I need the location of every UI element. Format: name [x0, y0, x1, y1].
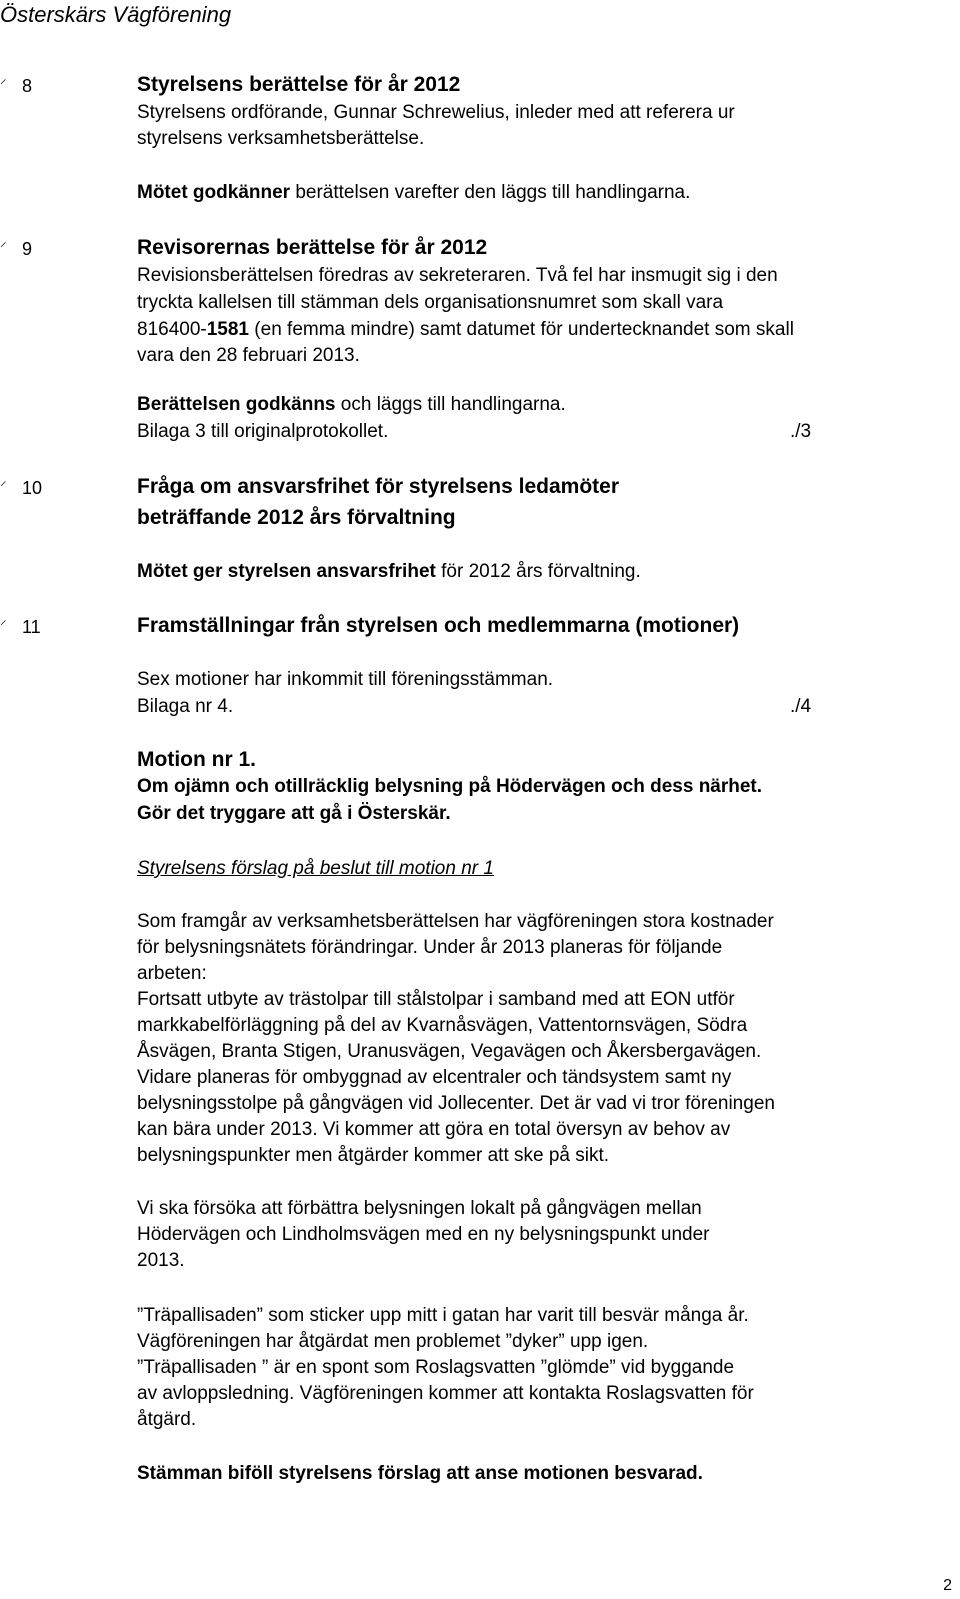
text-line: arbeten:	[137, 963, 207, 984]
decision-text: och läggs till handlingarna.	[335, 394, 566, 415]
text-line: tryckta kallelsen till stämman dels organisationsnumret som skall vara	[137, 292, 724, 313]
text-line: belysningspunkter men åtgärder kommer att ske på sikt.	[137, 1145, 610, 1166]
text-line: Vägföreningen har åtgärdat men problemet ”dyker” upp igen.	[137, 1331, 649, 1352]
attachment-line: Bilaga nr 4.	[137, 696, 234, 717]
text-line: ”Träpallisaden” som sticker upp mitt i gatan har varit till besvär många år.	[137, 1305, 749, 1326]
decision-line	[137, 559, 641, 585]
text-part: (en femma mindre) samt datumet för undertecknandet som skall	[249, 319, 794, 340]
section-number: 10	[22, 478, 43, 498]
text-line: 2013.	[137, 1250, 185, 1271]
text-line: kan bära under 2013. Vi kommer att göra en total översyn av behov av	[137, 1119, 731, 1140]
section-number: 9	[22, 239, 33, 259]
section-number-block	[0, 235, 130, 261]
section-title: Framställningar från styrelsen och medlemmarna (motioner)	[137, 614, 740, 637]
page-number: 2	[943, 1577, 952, 1594]
text-line: Som framgår av verksamhetsberättelsen har vägföreningen stora kostnader	[137, 911, 774, 932]
decision-bold: Berättelsen godkänns	[137, 394, 336, 415]
text-line: vara den 28 februari 2013.	[137, 345, 360, 366]
paragraph-mark-icon: ⸝	[0, 473, 7, 488]
text-line: ”Träpallisaden ” är en spont som Roslagsvatten ”glömde” vid byggande	[137, 1357, 735, 1378]
text-line: styrelsens verksamhetsberättelse.	[137, 128, 425, 149]
text-line: belysningsstolpe på gångvägen vid Jollecenter. Det är vad vi tror föreningen	[137, 1093, 775, 1114]
text-line: Vidare planeras för ombyggnad av elcentraler och tändsystem samt ny	[137, 1067, 732, 1088]
board-proposal-heading: Styrelsens förslag på beslut till motion nr 1	[137, 858, 494, 879]
section-title: Revisorernas berättelse för år 2012	[137, 236, 488, 259]
decision-bold: Mötet godkänner	[137, 182, 291, 203]
section-number: 11	[22, 617, 41, 637]
text-line	[137, 317, 794, 343]
text-line: markkabelförläggning på del av Kvarnåsvägen, Vattentornsvägen, Södra	[137, 1015, 748, 1036]
text-line: Hödervägen och Lindholmsvägen med en ny belysningspunkt under	[137, 1224, 710, 1245]
text-line: åtgärd.	[137, 1409, 197, 1430]
attachment-line: Bilaga 3 till originalprotokollet.	[137, 421, 389, 442]
decision-bold: Mötet ger styrelsen ansvarsfrihet	[137, 561, 436, 582]
text-line: Revisionsberättelsen föredras av sekreteraren. Två fel har insmugit sig i den	[137, 265, 778, 286]
motion-subject: Gör det tryggare att gå i Österskär.	[137, 803, 451, 824]
decision-text: berättelsen varefter den läggs till handlingarna.	[290, 182, 691, 203]
paragraph-mark-icon: ⸝	[0, 612, 7, 627]
text-line: för belysningsnätets förändringar. Under år 2013 planeras för följande	[137, 937, 723, 958]
org-number-bold: 1581	[206, 319, 250, 340]
text-line: Fortsatt utbyte av trästolpar till stålstolpar i samband med att EON utför	[137, 989, 735, 1010]
decision-line	[137, 392, 566, 418]
motion-title: Motion nr 1.	[137, 748, 256, 771]
attachment-ref: ./3	[790, 421, 812, 442]
motion-subject: Om ojämn och otillräcklig belysning på Hödervägen och dess närhet.	[137, 776, 763, 797]
text-line: av avloppsledning. Vägföreningen kommer att kontakta Roslagsvatten för	[137, 1383, 754, 1404]
section-number-block	[0, 72, 130, 98]
section-number-block	[0, 474, 130, 500]
section-title-line-1: Fråga om ansvarsfrihet för styrelsens ledamöter	[137, 475, 620, 498]
text-line: Sex motioner har inkommit till föreningsstämman.	[137, 669, 554, 690]
decision-line	[137, 180, 690, 206]
paragraph-mark-icon: ⸝	[0, 71, 7, 86]
paragraph-mark-icon: ⸝	[0, 234, 7, 249]
document-header: Österskärs Vägförening	[0, 2, 232, 27]
decision-text: för 2012 års förvaltning.	[435, 561, 641, 582]
resolution-line: Stämman biföll styrelsens förslag att anse motionen besvarad.	[137, 1463, 703, 1484]
section-title-line-2: beträffande 2012 års förvaltning	[137, 506, 456, 529]
text-line: Vi ska försöka att förbättra belysningen lokalt på gångvägen mellan	[137, 1198, 702, 1219]
section-number-block	[0, 613, 130, 639]
text-line: Styrelsens ordförande, Gunnar Schrewelius, inleder med att referera ur	[137, 102, 735, 123]
org-number-part: 816400-	[137, 319, 207, 340]
section-number: 8	[22, 76, 33, 96]
text-line: Åsvägen, Branta Stigen, Uranusvägen, Vegavägen och Åkersbergavägen.	[137, 1041, 762, 1062]
attachment-ref: ./4	[790, 696, 812, 717]
section-title: Styrelsens berättelse för år 2012	[137, 73, 461, 96]
